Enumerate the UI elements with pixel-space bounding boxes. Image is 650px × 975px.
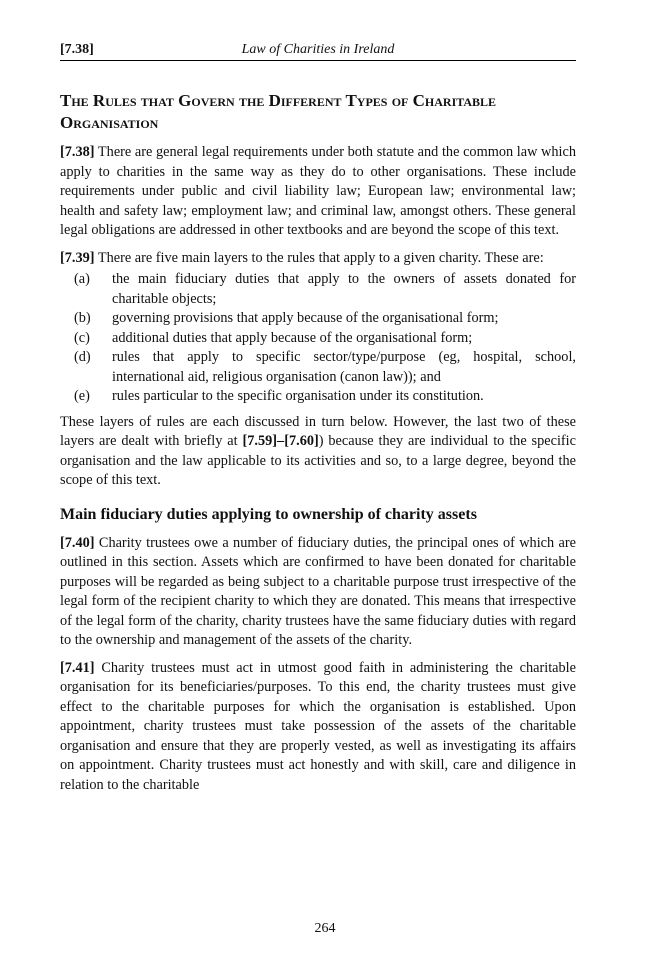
- paragraph-text-end: ) because they are individual to the specific organisation and the law applicable to its activities and so, to a large degree, beyond the scope of this text.: [60, 433, 577, 488]
- paragraph-text: There are five main layers to the rules that apply to a given charity. These are:: [94, 249, 544, 266]
- page-number: 264: [314, 921, 336, 936]
- page-body: [60, 90, 576, 803]
- list-item-text: the main fiduciary duties that apply to the owners of assets donated for charitable objects;: [112, 271, 576, 307]
- paragraph-text: Charity trustees must act in utmost good faith in administering the charitable organisation for its beneficiaries/purposes. To this end, the charity trustees must give effect to the charitable purposes for which the organisation is established. Upon appointment, charity trustees must take possession of the assets of the charitable organisation and ensure that they are properly vested, as well as investigating its affairs on appointment. Charity trustees must act honestly and with skill, care and diligence in relation to the charitable: [60, 659, 576, 793]
- list-item-text: governing provisions that apply because of the organisational form;: [112, 310, 499, 326]
- paragraph-number: [7.38]: [60, 144, 95, 160]
- list-marker: (d): [74, 349, 91, 365]
- paragraph-number: [7.39]: [60, 249, 95, 266]
- paragraph-number: [7.41]: [60, 659, 95, 676]
- list-item-text: rules particular to the specific organisation under its constitution.: [112, 388, 484, 404]
- list-item: [60, 309, 576, 329]
- layers-list: [60, 270, 576, 407]
- list-item-text: rules that apply to specific sector/type/purpose (eg, hospital, school, international aid, religious organisation (canon law)); and: [112, 349, 576, 385]
- paragraph-7-40: [60, 534, 576, 651]
- list-item-text: additional duties that apply because of the organisational form;: [112, 329, 473, 346]
- list-item: [60, 348, 576, 387]
- list-item: [60, 270, 576, 309]
- cross-reference: [7.59]–[7.60]: [242, 433, 319, 449]
- paragraph-text-start: These layers of rules are each discussed in turn below. However, the last two of these layers are dealt with briefly at: [60, 413, 576, 449]
- subheading: Main fiduciary duties applying to ownership of charity assets: [60, 505, 477, 523]
- list-marker: (e): [74, 388, 90, 404]
- paragraph-text: There are general legal requirements under both statute and the common law which apply to charities in the same way as they do to other organisations. These include requirements under public and civil liability law; European law; environmental law; health and safety law; employment law; and criminal law, amongst others. These general legal obligations are addressed in other textbooks and are beyond the scope of this text.: [60, 144, 576, 238]
- paragraph-number: [7.40]: [60, 534, 95, 551]
- paragraph-7-41: [60, 659, 576, 796]
- list-marker: (b): [74, 310, 91, 326]
- section-title: The Rules that Govern the Different Types of Charitable Organisation: [60, 91, 497, 132]
- list-item: [60, 329, 576, 349]
- paragraph-7-39: [60, 249, 576, 269]
- layers-discussion-paragraph: [60, 413, 576, 491]
- list-item: [60, 387, 576, 407]
- header-paragraph-ref: [7.38]: [60, 42, 94, 57]
- header-book-title: Law of Charities in Ireland: [241, 42, 395, 57]
- running-header: [60, 42, 576, 61]
- list-marker: (a): [74, 271, 90, 287]
- paragraph-text: Charity trustees owe a number of fiduciary duties, the principal ones of which are outlined in this section. Assets which are confirmed to have been donated for charitable purposes will be regarded as being subject to a charitable purpose trust irrespective of the legal form of the recipient charity to which they are donated. This means that irrespective of the legal form of the charity, charity trustees have the same fiduciary duties with regard to the ownership and management of the assets of the charity.: [60, 534, 576, 648]
- paragraph-7-38: [60, 143, 576, 241]
- list-marker: (c): [74, 329, 90, 346]
